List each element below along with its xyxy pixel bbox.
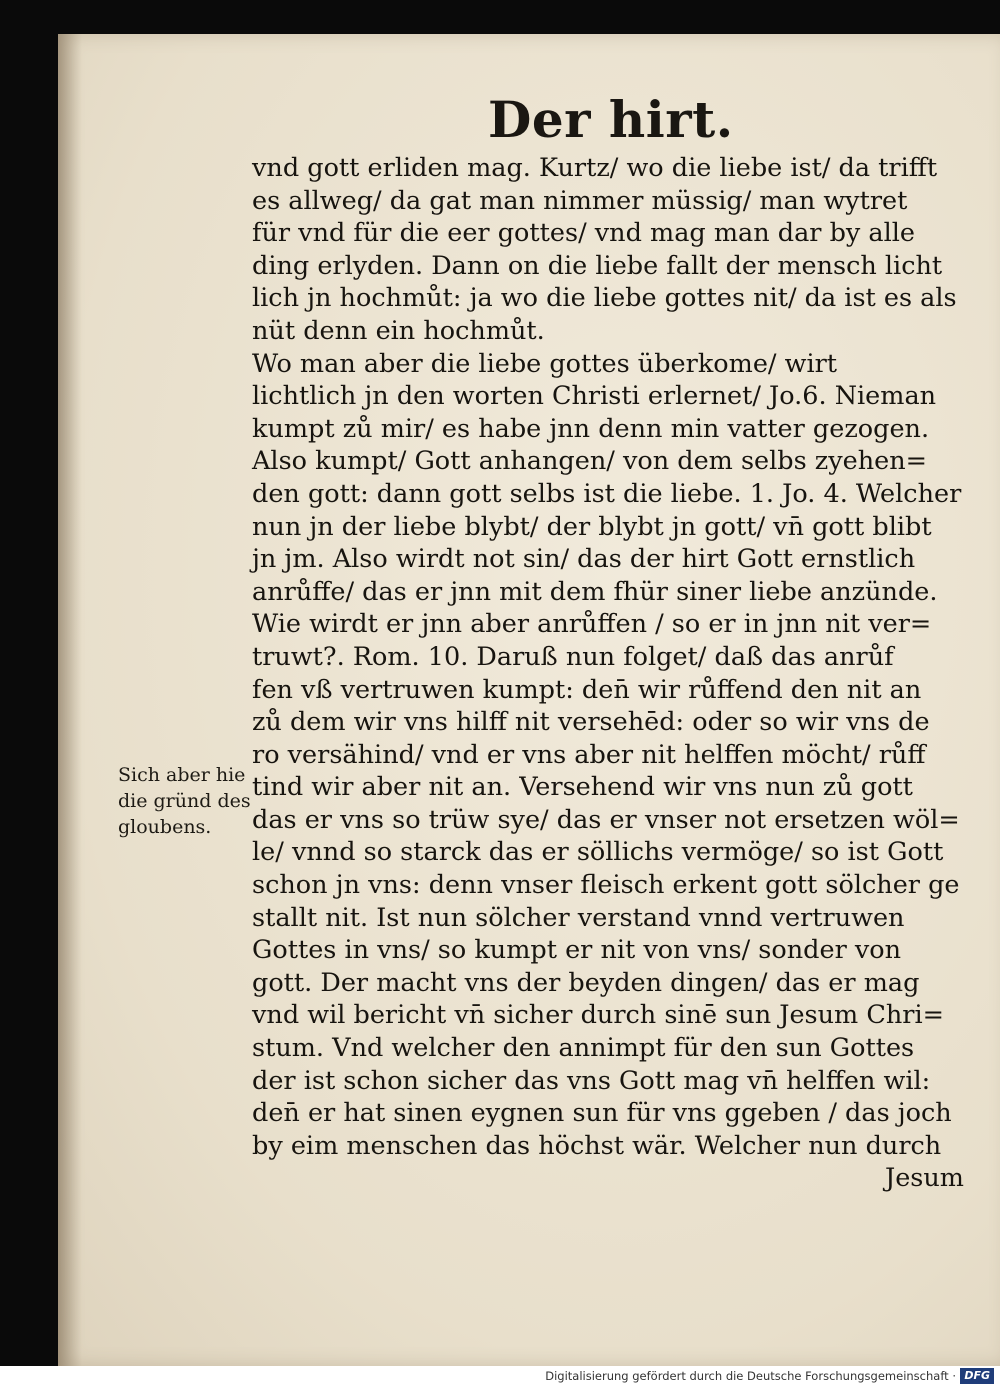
text-line: lich jn hochmůt: ja wo die liebe gottes nit/ da ist es als	[252, 283, 957, 314]
footer-credit: Digitalisierung gefördert durch die Deutsche Forschungsgemeinschaft ·	[545, 1369, 956, 1383]
text-line: das er vns so trüw sye/ das er vnser not ersetzen wöl=	[252, 804, 960, 835]
text-line: tind wir aber nit an. Versehend wir vns nun zů gott	[252, 772, 913, 803]
text-line: der ist schon sicher das vns Gott mag vn̄ helffen wil:	[252, 1065, 931, 1096]
text-line: vnd wil bericht vn̄ sicher durch sinē sun Jesum Chri=	[252, 1000, 944, 1031]
marginal-note	[118, 762, 258, 840]
text-line: jn jm. Also wirdt not sin/ das der hirt Gott ernstlich	[252, 544, 916, 575]
text-line: stum. Vnd welcher den annimpt für den sun Gottes	[252, 1033, 915, 1064]
text-line: anrůffe/ das er jnn mit dem fhür siner liebe anzünde.	[252, 576, 938, 607]
page-gutter-shadow	[58, 34, 82, 1366]
text-line: truwt?. Rom. 10. Daruß nun folget/ daß das anrůf	[252, 641, 894, 672]
text-line: es allweg/ da gat man nimmer müssig/ man wytret	[252, 185, 908, 216]
text-line: gott. Der macht vns der beyden dingen/ das er mag	[252, 967, 920, 998]
catchword: Jesum	[884, 1163, 964, 1194]
text-line: nüt denn ein hochmůt.	[252, 315, 545, 346]
text-line: den gott: dann gott selbs ist die liebe. 1. Jo. 4. Welcher	[252, 478, 962, 509]
text-line: ding erlyden. Dann on die liebe fallt der mensch licht	[252, 250, 943, 281]
text-line: Also kumpt/ Gott anhangen/ von dem selbs zyehen=	[252, 446, 928, 477]
marginal-note-line: Sich aber hie	[118, 764, 246, 786]
text-line: kumpt zů mir/ es habe jnn denn min vatter gezogen.	[252, 413, 930, 444]
text-line: für vnd für die eer gottes/ vnd mag man dar by alle	[252, 218, 916, 249]
marginal-note-line: die gründ des	[118, 790, 251, 812]
footer-bar	[0, 1366, 1000, 1388]
dfg-logo: DFG	[960, 1368, 994, 1384]
text-line: zů dem wir vns hilff nit versehēd: oder so wir vns de	[252, 707, 930, 738]
text-line: Wo man aber die liebe gottes überkome/ wirt	[252, 348, 838, 379]
text-line: den̄ er hat sinen eygnen sun für vns ggeben / das joch	[252, 1098, 952, 1129]
text-line: ro versähind/ vnd er vns aber nit helffen möcht/ růff	[252, 739, 926, 770]
text-line: le/ vnnd so starck das er söllichs vermöge/ so ist Gott	[252, 837, 944, 868]
text-line: Gottes in vns/ so kumpt er nit von vns/ sonder von	[252, 935, 902, 966]
text-line: lichtlich jn den worten Christi erlernet/ Jo.6. Nieman	[252, 381, 937, 412]
text-line: Wie wirdt er jnn aber anrůffen / so er in jnn nit ver=	[252, 609, 932, 640]
book-page	[58, 34, 1000, 1366]
text-line: stallt nit. Ist nun sölcher verstand vnnd vertruwen	[252, 902, 905, 933]
text-line: by eim menschen das höchst wär. Welcher nun durch	[252, 1130, 942, 1161]
text-line: vnd gott erliden mag. Kurtz/ wo die liebe ist/ da trifft	[252, 153, 938, 183]
body-text	[252, 152, 964, 1195]
running-head: Der hirt.	[488, 90, 734, 149]
text-line: fen vß vertruwen kumpt: den̄ wir růffend den nit an	[252, 674, 922, 705]
marginal-note-line: gloubens.	[118, 816, 212, 838]
text-line: schon jn vns: denn vnser fleisch erkent gott sölcher ge	[252, 870, 960, 901]
text-line: nun jn der liebe blybt/ der blybt jn gott/ vn̄ gott blibt	[252, 511, 932, 542]
